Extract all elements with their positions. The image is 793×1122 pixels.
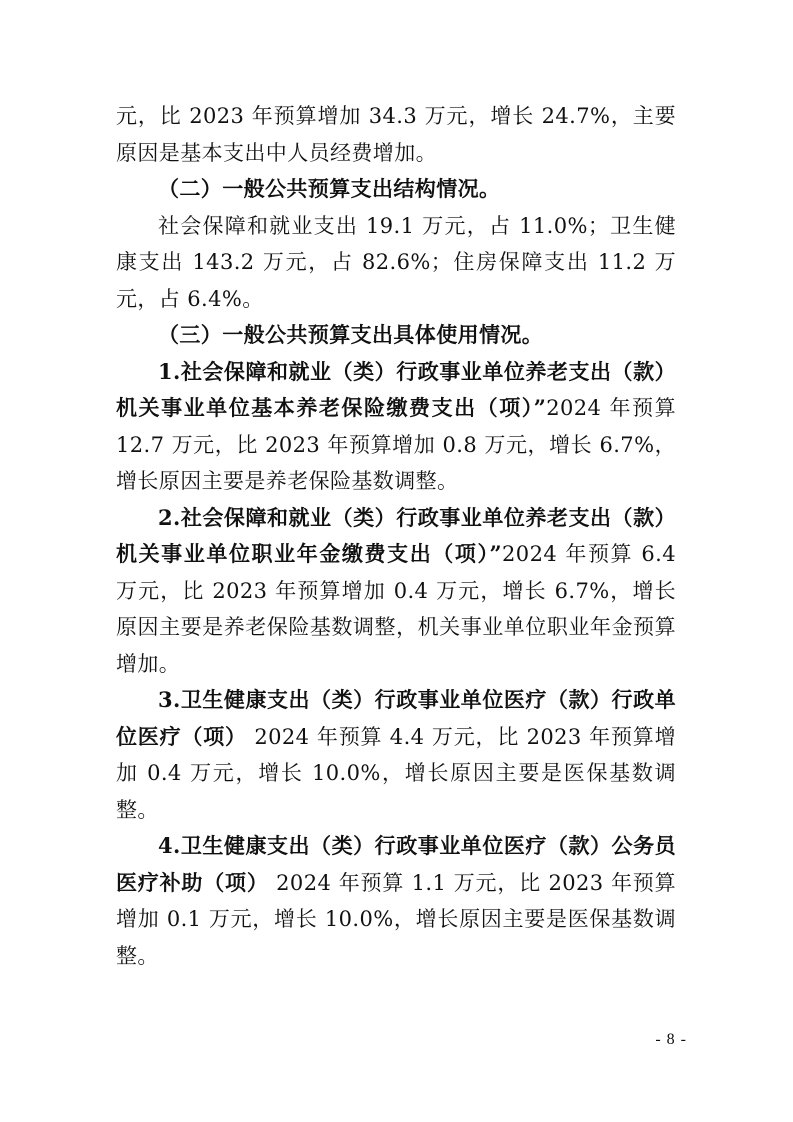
expense-item-3-body: 2024 年预算 4.4 万元，比 2023 年预算增加 0.4 万元，增长 10.0%，增长原因主要是医保基数调整。 [116, 724, 676, 822]
expense-item-3-title: 3.卫生健康支出（类）行政事业单位医疗（款）行政单位医疗（项） [116, 687, 676, 749]
expense-item-1 [116, 354, 676, 500]
document-body [116, 98, 676, 974]
expense-item-2 [116, 500, 676, 683]
section2-body: 社会保障和就业支出 19.1 万元，占 11.0%；卫生健康支出 143.2 万元，占 82.6%；住房保障支出 11.2 万元，占 6.4%。 [116, 213, 676, 311]
expense-item-1-body: 2024 年预算 12.7 万元，比 2023 年预算增加 0.8 万元，增长 6.7%，增长原因主要是养老保险基数调整。 [116, 396, 676, 493]
expense-item-2-body: 2024 年预算 6.4 万元，比 2023 年预算增加 0.4 万元，增长 6.7%，增长原因主要是养老保险基数调整，机关事业单位职业年金预算增加。 [116, 542, 676, 676]
section2-heading: （二）一般公共预算支出结构情况。 [158, 176, 501, 201]
page-number: - 8 - [655, 1031, 687, 1048]
expense-item-1-title: 1.社会保障和就业（类）行政事业单位养老支出（款）机关事业单位基本养老保险缴费支出（项）” [116, 358, 676, 420]
expense-item-3 [116, 682, 676, 828]
expense-item-4-body: 2024 年预算 1.1 万元，比 2023 年预算增加 0.1 万元，增长 10.0%，增长原因主要是医保基数调整。 [116, 870, 676, 968]
expense-item-2-title: 2.社会保障和就业（类）行政事业单位养老支出（款）机关事业单位职业年金缴费支出（项）” [116, 504, 676, 566]
continuation-paragraph: 元，比 2023 年预算增加 34.3 万元，增长 24.7%，主要原因是基本支出中人员经费增加。 [116, 104, 676, 165]
section3-heading: （三）一般公共预算支出具体使用情况。 [158, 322, 544, 347]
expense-item-4 [116, 828, 676, 974]
expense-item-4-title: 4.卫生健康支出（类）行政事业单位医疗（款）公务员医疗补助（项） [116, 833, 676, 895]
